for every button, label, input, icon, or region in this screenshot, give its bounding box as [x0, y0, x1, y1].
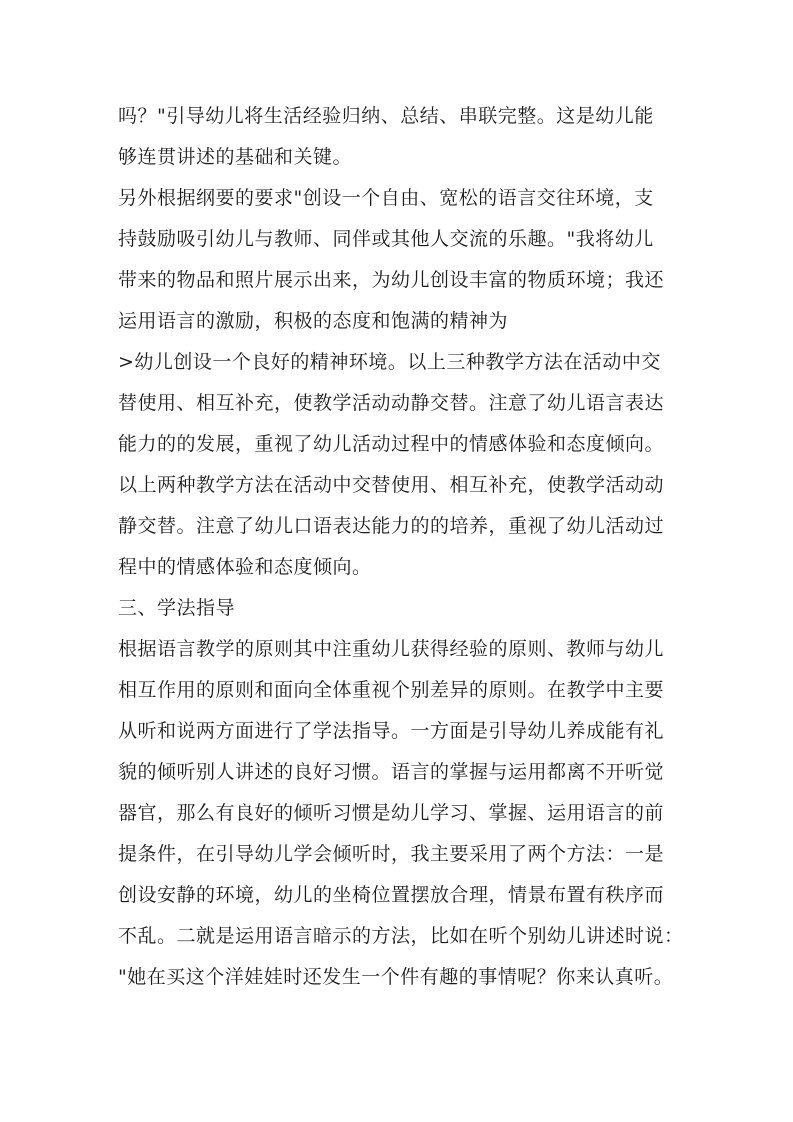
text-line: 根据语言教学的原则其中注重幼儿获得经验的原则、教师与幼儿: [118, 638, 665, 660]
text-line: 以上两种教学方法在活动中交替使用、相互补充，使教学活动动: [118, 474, 665, 496]
text-line: 持鼓励吸引幼儿与教师、同伴或其他人交流的乐趣。"我将幼儿: [118, 228, 654, 250]
text-line: 貌的倾听别人讲述的良好习惯。语言的掌握与运用都离不开听觉: [118, 761, 665, 783]
text-line: >幼儿创设一个良好的精神环境。以上三种教学方法在活动中交: [118, 351, 661, 373]
text-line: 创设安静的环境，幼儿的坐椅位置摆放合理，情景布置有秩序而: [118, 884, 665, 906]
text-line: 静交替。注意了幼儿口语表达能力的的培养，重视了幼儿活动过: [118, 515, 665, 537]
text-line: 运用语言的激励，积极的态度和饱满的精神为: [118, 310, 509, 332]
text-line: 提条件，在引导幼儿学会倾听时，我主要采用了两个方法：一是: [118, 843, 665, 865]
text-line: 器官，那么有良好的倾听习惯是幼儿学习、掌握、运用语言的前: [118, 802, 665, 824]
text-line: 程中的情感体验和态度倾向。: [118, 556, 372, 578]
text-line: 吗？"引导幼儿将生活经验归纳、总结、串联完整。这是幼儿能: [118, 105, 654, 127]
text-line: 相互作用的原则和面向全体重视个别差异的原则。在教学中主要: [118, 679, 665, 701]
section-heading: 三、学法指导: [118, 597, 236, 619]
text-line: 带来的物品和照片展示出来，为幼儿创设丰富的物质环境；我还: [118, 269, 665, 291]
body-text: [118, 96, 688, 998]
text-line: 能力的的发展，重视了幼儿活动过程中的情感体验和态度倾向。: [118, 433, 665, 455]
text-line: 不乱。二就是运用语言暗示的方法，比如在听个别幼儿讲述时说：: [118, 925, 684, 947]
text-line: 够连贯讲述的基础和关键。: [118, 146, 353, 168]
text-line: 从听和说两方面进行了学法指导。一方面是引导幼儿养成能有礼: [118, 720, 665, 742]
text-line: 另外根据纲要的要求"创设一个自由、宽松的语言交往环境，支: [118, 187, 654, 209]
text-line: 替使用、相互补充，使教学活动动静交替。注意了幼儿语言表达: [118, 392, 665, 414]
text-line: "她在买这个洋娃娃时还发生一个件有趣的事情呢？你来认真听。: [118, 966, 674, 988]
